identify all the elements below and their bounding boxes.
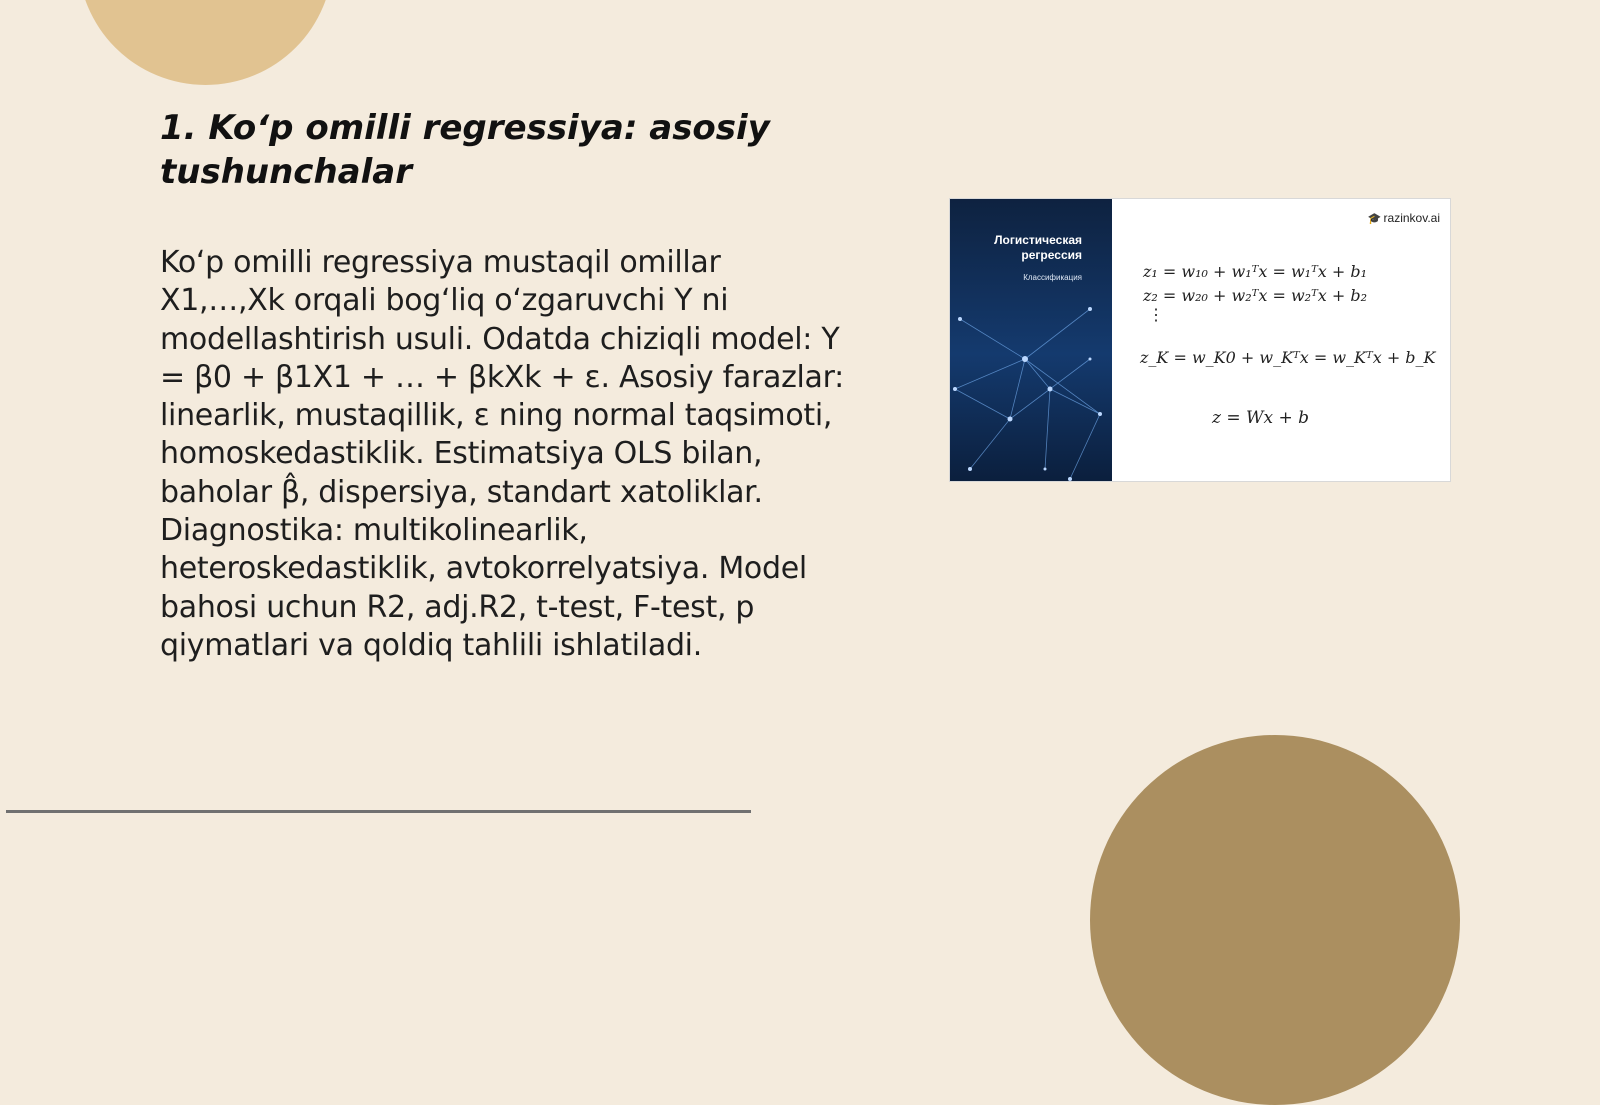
cover-title: Логистическая регрессия (994, 233, 1082, 262)
divider-line (6, 810, 751, 813)
book-cover (950, 199, 1112, 481)
equation-ellipsis: ⋮ (1148, 305, 1164, 324)
brand-label (1368, 211, 1440, 225)
equation-zk: z_K = w_K0 + w_Kᵀx = w_Kᵀx + b_K (1140, 348, 1436, 367)
brand-text: razinkov.ai (1383, 211, 1440, 225)
slide-title: 1. Ko‘p omilli regressiya: asosiy tushunchalar (160, 108, 770, 192)
graduation-cap-icon: 🎓 (1367, 213, 1382, 225)
cover-subtitle: Классификация (1023, 273, 1082, 282)
equation-matrix: z = Wx + b (1212, 408, 1310, 428)
regression-image (950, 199, 1450, 481)
network-graphic-icon (950, 299, 1112, 481)
slide-body-text: Ko‘p omilli regressiya mustaqil omillar X1,…,Xk orqali bog‘liq o‘zgaruvchi Y ni modellashtirish usuli. Odatda chiziqli model: Y = β0 + β1X1 + … + βkXk + ε. Asosiy farazlar: linearlik, mustaqillik, ε ning normal taqsimoti, homoskedastiklik. Estimatsiya OLS bilan, baholar β̂, dispersiya, standart xatoliklar. Diagnostika: multikolinearlik, heteroskedastiklik, avtokorrelyatsiya. Model bahosi uchun R2, adj.R2, t-test, F-test, p qiymatlari va qoldiq tahlili ishlatiladi. (160, 245, 844, 663)
equation-z1: z₁ = w₁₀ + w₁ᵀx = w₁ᵀx + b₁ (1143, 262, 1368, 281)
equation-z2: z₂ = w₂₀ + w₂ᵀx = w₂ᵀx + b₂ (1143, 286, 1368, 305)
decorative-circle-top (78, 0, 333, 85)
decorative-circle-bottom (1090, 735, 1460, 1105)
